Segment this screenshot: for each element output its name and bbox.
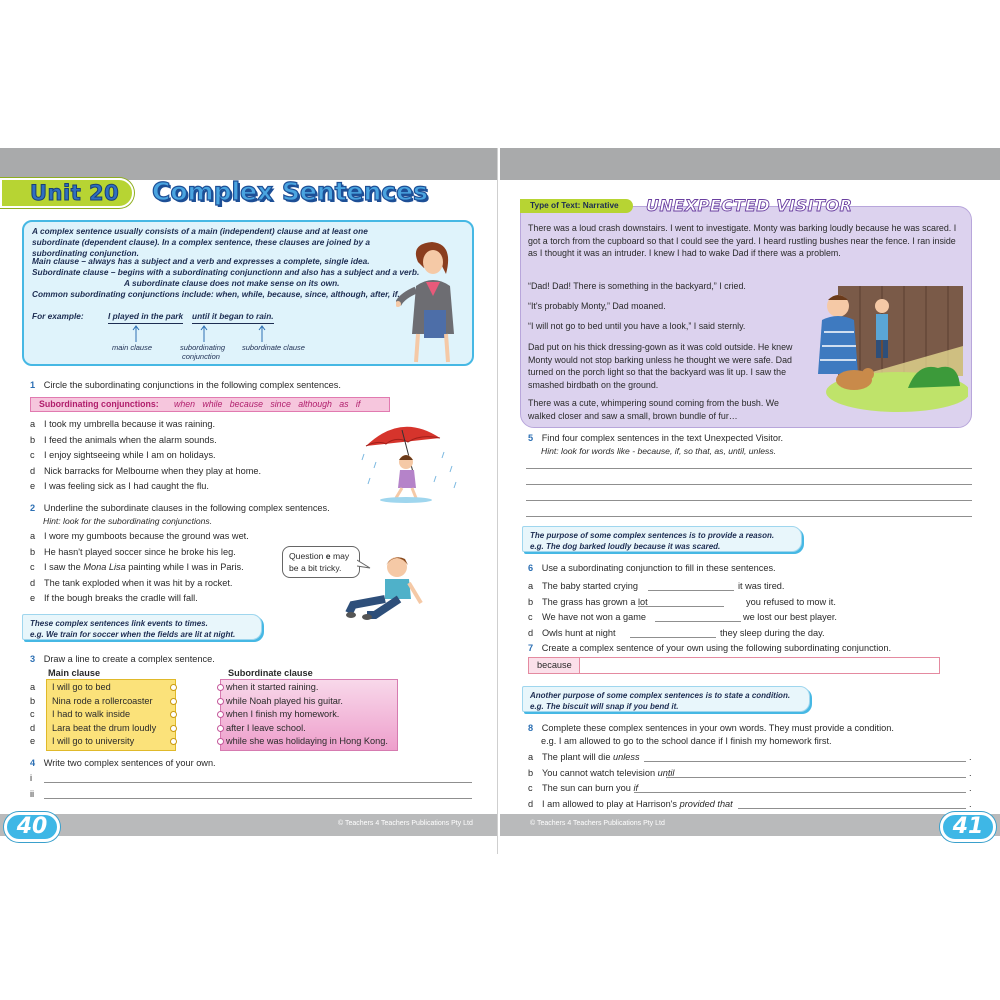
q8-item: b You cannot watch television until: [528, 767, 675, 778]
label-conjunction-2: conjunction: [182, 352, 220, 361]
q2-item: d The tank exploded when it was hit by a rocket.: [30, 577, 233, 588]
q3-sub-header: Subordinate clause: [228, 668, 313, 678]
q6-item-end: you refused to mow it.: [746, 596, 836, 607]
q6-item: a The baby started crying: [528, 581, 639, 591]
q3-sub-clause: when I finish my homework.: [226, 709, 340, 720]
story-p2: “Dad! Dad! There is something in the backyard,” I cried.: [528, 281, 746, 291]
example-sub-clause: until it began to rain.: [192, 310, 274, 324]
example-main-clause: I played in the park: [108, 310, 183, 324]
q5-answer-line-4[interactable]: [526, 516, 972, 517]
q6-blank[interactable]: [630, 637, 716, 638]
left-bottom-bar: [0, 814, 498, 836]
q3-main-dot[interactable]: [170, 698, 177, 705]
q1-instruction: 1 Circle the subordinating conjunctions in the following complex sentences.: [30, 380, 341, 390]
speech-bubble: Question e may be a bit tricky.: [282, 546, 360, 578]
q3-main-dot[interactable]: [170, 684, 177, 691]
story-illustration: [798, 276, 968, 416]
q3-sub-dot[interactable]: [217, 684, 224, 691]
q6-item-end: it was tired.: [738, 581, 785, 591]
story-p1: There was a loud crash downstairs. I went to investigate. Monty was barking loudly because he was scared. I got a torch from the cupboard so that I could see the yard. I heard rustling bushes near the fence. I ran inside as I thought it was an intruder. I knew I had to wake Dad if there was a problem.: [528, 223, 957, 258]
type-of-text-label: Type of Text: Narrative: [520, 199, 633, 213]
left-top-bar: [0, 148, 498, 180]
intro-box: [22, 220, 474, 366]
q8-period: .: [969, 783, 972, 793]
q1-item: e I was feeling sick as I had caught the flu.: [30, 481, 209, 491]
q3-letter: d: [30, 722, 36, 733]
q8-example: e.g. I am allowed to go to the school dance if I finish my homework first.: [541, 736, 832, 746]
q6-item: d Owls hunt at night: [528, 627, 616, 638]
main-clause-term: Main clause: [32, 256, 80, 266]
page-41: [500, 148, 1000, 854]
note-reason: The purpose of some complex sentences is to provide a reason. e.g. The dog barked loudly because it was scared.: [522, 526, 802, 552]
story-p5: Dad put on his thick dressing-gown as it was cold outside. He knew Monty would not stop barking unless he thought we were safe. Dad turned on the porch light so that the backyard was lit up. I saw the smashed birdbath on the ground.: [528, 342, 793, 390]
page-number-left: 40: [4, 812, 60, 842]
q8-answer-line[interactable]: [666, 777, 966, 778]
page-title: Complex Sentences: [152, 177, 428, 206]
q3-letter: b: [30, 695, 36, 706]
q7-word-tag: because: [528, 657, 580, 674]
q3-main-clause: I will go to university: [52, 736, 135, 747]
example-label: For example:: [32, 311, 84, 321]
q8-instruction: 8 Complete these complex sentences in your own words. They must provide a condition.: [528, 723, 894, 733]
q4-roman-ii: ii: [30, 789, 35, 799]
q8-period: .: [969, 752, 972, 762]
q8-answer-line[interactable]: [644, 761, 966, 762]
umbrella-girl-illustration: [356, 418, 466, 503]
note-times: These complex sentences link events to times. e.g. We train for soccer when the fields are lit at night.: [22, 614, 262, 640]
q8-item: a The plant will die unless: [528, 752, 640, 762]
q3-sub-dot[interactable]: [217, 725, 224, 732]
q3-letter: e: [30, 736, 36, 747]
q2-item: b He hasn't played soccer since he broke his leg.: [30, 546, 236, 557]
copyright-right: © Teachers 4 Teachers Publications Pty Ltd: [530, 820, 665, 827]
q3-letter: a: [30, 682, 36, 692]
q3-main-clause: Nina rode a rollercoaster: [52, 695, 153, 706]
q3-sub-clause: after I leave school.: [226, 722, 306, 733]
q5-answer-line-1[interactable]: [526, 468, 972, 469]
example-arrows: [114, 324, 294, 344]
q3-sub-clause: while Noah played his guitar.: [226, 695, 343, 706]
q5-hint: Hint: look for words like - because, if, so that, as, until, unless.: [541, 446, 777, 456]
q2-instruction: 2 Underline the subordinate clauses in the following complex sentences.: [30, 503, 330, 513]
note-condition: Another purpose of some complex sentences is to state a condition. e.g. The biscuit will snap if you bend it.: [522, 686, 810, 712]
boy-illustration: [345, 553, 437, 625]
q3-instruction: 3 Draw a line to create a complex sentence.: [30, 654, 215, 664]
q8-item: c The sun can burn you if: [528, 783, 639, 793]
intro-paragraph: A complex sentence usually consists of a main (independent) clause and at least one subordinate (dependent clause). In a complex sentence, these clauses are joined by a subordinating conjunction.: [32, 226, 370, 258]
q6-instruction: 6 Use a subordinating conjunction to fill in these sentences.: [528, 563, 776, 573]
q4-roman-i: i: [30, 773, 33, 783]
q3-sub-clause: while she was holidaying in Hong Kong.: [226, 736, 388, 747]
story-p6: There was a cute, whimpering sound coming from the bush. We walked closer and saw a small, brown bundle of fur…: [528, 398, 779, 421]
q7-instruction: 7 Create a complex sentence of your own using the following subordinating conjunction.: [528, 643, 892, 653]
q8-answer-line[interactable]: [634, 792, 966, 793]
label-conjunction-1: subordinating: [180, 343, 226, 352]
q8-item: d I am allowed to play at Harrison's provided that: [528, 798, 733, 809]
q6-blank[interactable]: [655, 621, 741, 622]
q8-period: .: [969, 767, 972, 778]
q8-answer-line[interactable]: [738, 808, 966, 809]
q1-item: a I took my umbrella because it was raining.: [30, 419, 216, 429]
sub-clause-definition-2: A subordinate clause does not make sense on its own.: [124, 278, 340, 288]
right-bottom-bar: [500, 814, 1000, 836]
q2-item: e If the bough breaks the cradle will fall.: [30, 593, 198, 603]
q4-answer-line-1[interactable]: [44, 782, 472, 783]
q6-item: c We have not won a game: [528, 612, 647, 622]
q3-main-clause: I will go to bed: [52, 682, 111, 692]
q1-conjunction-bar: Subordinating conjunctions: when while because since although as if: [30, 397, 390, 412]
q7-answer-box[interactable]: [528, 657, 940, 674]
right-top-bar: [500, 148, 1000, 180]
q3-sub-dot[interactable]: [217, 698, 224, 705]
book-spread: [0, 148, 1000, 854]
teacher-illustration: [396, 234, 474, 364]
q3-letter: c: [30, 709, 35, 720]
main-clause-definition: Main clause – always has a subject and a verb and expresses a complete, single idea.: [32, 256, 370, 266]
q1-item: d Nick barracks for Melbourne when they play at home.: [30, 465, 262, 476]
sub-clause-term: Subordinate clause: [32, 267, 109, 277]
q6-blank[interactable]: [638, 606, 724, 607]
story-p4: “I will not go to bed until you have a look,” I said sternly.: [528, 321, 746, 331]
q8-period: .: [969, 798, 972, 809]
q6-item-end: they sleep during the day.: [720, 627, 825, 638]
copyright-left: © Teachers 4 Teachers Publications Pty Ltd: [338, 820, 473, 827]
q6-item-end: we lost our best player.: [743, 612, 837, 622]
page-40: [0, 148, 498, 854]
label-main-clause: main clause: [112, 343, 153, 352]
q5-answer-line-3[interactable]: [526, 500, 972, 501]
q4-instruction: 4 Write two complex sentences of your own.: [30, 758, 216, 768]
q5-instruction: 5 Find four complex sentences in the text Unexpected Visitor.: [528, 433, 784, 443]
q5-answer-line-2[interactable]: [526, 484, 972, 485]
story-title: UNEXPECTED VISITOR: [646, 196, 853, 215]
q3-main-clause: Lara beat the drum loudly: [52, 722, 157, 733]
q3-main-dot[interactable]: [170, 725, 177, 732]
q2-hint: Hint: look for the subordinating conjunctions.: [43, 516, 213, 526]
q2-item: c I saw the Mona Lisa painting while I was in Paris.: [30, 562, 244, 572]
q6-item: b The grass has grown a lot: [528, 596, 648, 607]
unit-label: Unit 20: [0, 178, 134, 208]
q4-answer-line-2[interactable]: [44, 798, 472, 799]
q2-item: a I wore my gumboots because the ground was wet.: [30, 531, 249, 541]
page-number-right: 41: [940, 812, 996, 842]
q6-blank[interactable]: [648, 590, 734, 591]
q3-main-clause: I had to walk inside: [52, 709, 131, 720]
label-sub-clause: subordinate clause: [242, 343, 305, 352]
q3-sub-clause: when it started raining.: [226, 682, 319, 692]
story-p3: “It's probably Monty,” Dad moaned.: [528, 301, 666, 311]
q3-main-header: Main clause: [48, 668, 101, 678]
q1-item: c I enjoy sightseeing while I am on holidays.: [30, 450, 216, 460]
q1-item: b I feed the animals when the alarm sounds.: [30, 434, 217, 445]
sub-clause-definition: Subordinate clause – begins with a subordinating conjunctionn and also has a subject and a verb.: [32, 267, 420, 277]
common-conjunctions: Common subordinating conjunctions include: when, while, because, since, although, after, if.: [32, 289, 400, 299]
